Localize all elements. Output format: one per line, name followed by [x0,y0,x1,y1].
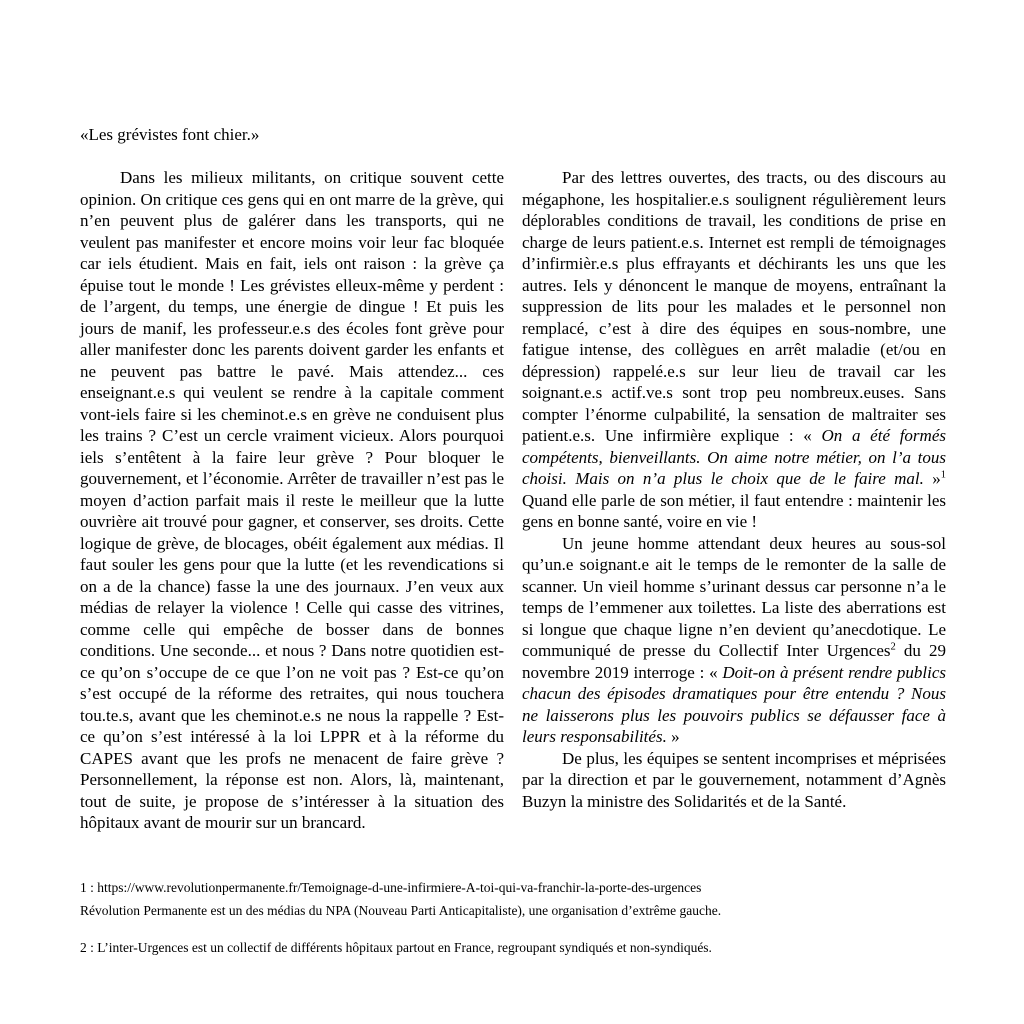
body-text: Un jeune homme attendant deux heures au sous-sol qu’un.e soignant.e ait le temps de le remonter de la salle de scanner. Un vieil homme s’urinant dessus car personne n’a le temps de l’emmener aux toilettes. La liste des aberrations est si longue que chaque ligne n’en devient qu’anecdotique. Le communiqué de presse du Collectif Inter Urgences [522,533,946,660]
paragraph [80,167,504,834]
quoted-italic-text: Doit-on à présent rendre publics chacun des épisodes dramatiques pour être entendu ? Nous ne laisserons plus les pouvoirs publics se défausser face à leurs responsabilités. [522,662,946,746]
right-column [522,167,946,834]
paragraph [522,748,946,813]
body-text: » [923,469,941,488]
left-column [80,167,504,834]
body-text: » [666,727,680,746]
footnotes-section [80,876,960,973]
body-text: du 29 novembre 2019 interroge : « [522,641,946,682]
body-text: De plus, les équipes se sentent incomprises et méprisées par la direction et par le gouvernement, notamment d’Agnès Buzyn la ministre des Solidarités et de la Santé. [522,748,946,811]
footnote-reference: 2 [890,641,896,653]
footnote-reference: 1 [940,469,947,481]
footnote [80,876,960,922]
body-text: Dans les milieux militants, on critique souvent cette opinion. On critique ces gens qui en ont marre de la grève, qui n’en peuvent plus de galérer dans les transports, qui ne veulent pas manifester et encore moins voir leur fac bloquée car iels étudient. Mais en fait, iels ont raison : la grève ça épuise tout le monde ! Les grévistes elleux-même y perdent : de l’argent, du temps, une énergie de dingue ! Et puis les jours de manif, les professeur.e.s des écoles font grève pour aller manifester donc les parents doivent garder les enfants et ne peuvent pas battre le pavé. Mais attendez... ces enseignant.e.s qui veulent se rendre à la capitale comment vont-iels faire si les cheminot.e.s en grève ne conduisent plus les trains ? C’est un cercle vraiment vicieux. Alors pourquoi iels s’entêtent à la faire leur grève ? Pour bloquer le gouvernement, et l’économie. Arrêter de travailler n’est pas le moyen d’action parfait mais il reste le meilleur que la lutte ouvrière ait trouvé pour gagner, et conserver, ses droits. Cette logique de grève, de blocages, obéit également aux médias. Il faut souler les gens pour que la lutte (et les revendications si on a de la chance) fasse la une des journaux. J’en veux aux médias de relayer la violence ! Celle qui casse des vitrines, comme celle qui empêche de bosser dans de bonnes conditions. Une seconde... et nous ? Dans notre quotidien est-ce qu’on s’occupe de ce que l’on ne voit pas ? Est-ce qu’on s’est occupé de la réforme des retraites, qui nous touchera tou.te.s, avant que les cheminot.e.s ne nous la rappelle ? Est-ce qu’on s’est intéressé à la loi LPPR et à la réforme du CAPES avant que les profs ne menacent de faire grève ? Personnellement, la réponse est non. Alors, là, maintenant, tout de suite, je propose de s’intéresser à la situation des hôpitaux avant de mourir sur un brancard. [80,168,504,832]
article-columns [80,167,946,834]
footnote-line: Révolution Permanente est un des médias du NPA (Nouveau Parti Anticapitaliste), une organisation d’extrême gauche. [80,903,722,918]
body-text: Par des lettres ouvertes, des tracts, ou des discours au mégaphone, les hospitalier.e.s soulignent régulièrement leurs déplorables conditions de travail, les conditions de prise en charge de leurs patient.e.s. Internet est rempli de témoignages d’infirmièr.e.s plus effrayants et déchirants les uns que les autres. Iels y dénoncent le manque de moyens, entraînant la suppression de lits pour les malades et le personnel non remplacé, c’est à dire des équipes en sous-nombre, une fatigue intense, des collègues en arrêt maladie (et/ou en dépression) rappelé.e.s sur leur lieu de travail car les soignant.e.s actif.ve.s sont trop peu nombreux.euses. Sans compter l’énorme culpabilité, la sensation de maltraiter ses patient.e.s. Une infirmière explique : « [522,168,946,445]
body-text: Quand elle parle de son métier, il faut entendre : maintenir les gens en bonne santé, voire en vie ! [522,490,946,531]
footnote-line: 2 : L’inter-Urgences est un collectif de différents hôpitaux partout en France, regroupant syndiqués et non-syndiqués. [80,940,712,955]
quoted-italic-text: On a été formés compétents, bienveillants. On aime notre métier, on l’a tous choisi. Mais on n’a plus le choix que de le faire mal. [522,426,946,488]
footnote [80,936,960,959]
paragraph [522,167,946,533]
footnote-line: 1 : https://www.revolutionpermanente.fr/Temoignage-d-une-infirmiere-A-toi-qui-va-franchir-la-porte-des-urgences [80,880,702,895]
article-heading: «Les grévistes font chier.» [80,125,260,144]
paragraph [522,533,946,748]
